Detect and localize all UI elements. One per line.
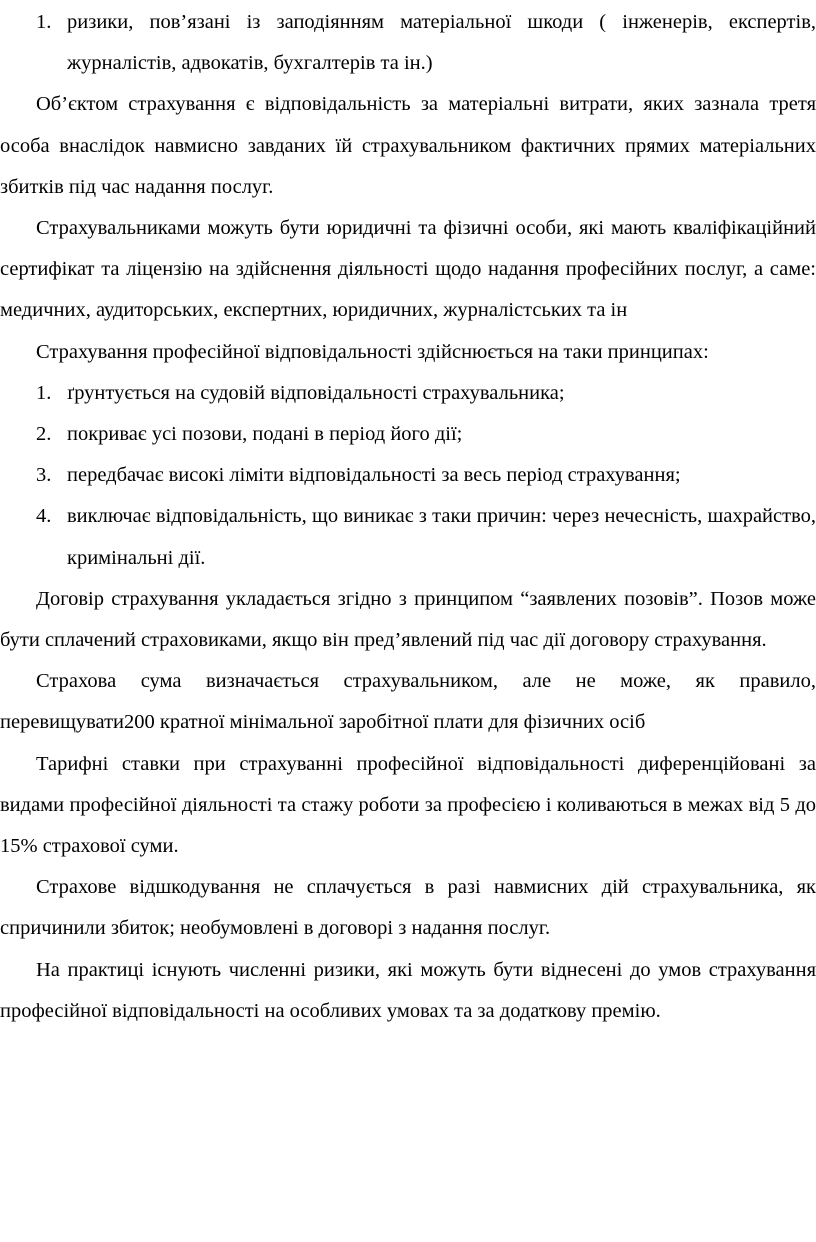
list-text: покриває усі позови, подані в період його дії; <box>67 423 463 446</box>
list-text: виключає відповідальність, що виникає з таки причин: через нечесність, шахрайство, кримінальні дії. <box>67 505 816 569</box>
paragraph-rates: Тарифні ставки при страхуванні професійної відповідальності диференційовані за видами професійної діяльності та стажу роботи за професією і коливаються в межах від 5 до 15% страхової суми. <box>0 752 816 858</box>
paragraph-practice: На практиці існують численні ризики, які можуть бути віднесені до умов страхування професійної відповідальності на особливих умовах та за додаткову премію. <box>0 958 816 1022</box>
list-number: 3. <box>36 464 52 487</box>
paragraph-contract: Договір страхування укладається згідно з принципом “заявлених позовів”. Позов може бути сплачений страховиками, якщо він пред’явлений під час дії договору страхування. <box>0 587 816 652</box>
principles-heading: Страхування професійної відповідальності здійснюється на таки принципах: <box>36 340 709 363</box>
paragraph-refund: Страхове відшкодування не сплачується в разі навмисних дій страхувальника, як спричинили збиток; необумовлені в договорі з надання послуг. <box>0 876 816 940</box>
list-number: 2. <box>36 423 52 446</box>
list-number: 1. <box>36 381 52 404</box>
paragraph-object: Об’єктом страхування є відповідальність за матеріальні витрати, яких зазнала третя особа внаслідок навмисно завданих їй страхувальником фактичних прямих матеріальних збитків під час надання послуг. <box>0 93 816 198</box>
list-number: 1. <box>36 11 52 33</box>
list-text: передбачає високі ліміти відповідальності за весь період страхування; <box>67 464 681 487</box>
intro-list-item <box>0 2 816 84</box>
principle-item <box>0 414 816 455</box>
paragraph-sum: Страхова сума визначається страхувальником, але не може, як правило, перевищувати200 кратної мінімальної заробітної плати для фізичних осіб <box>0 670 816 734</box>
principle-item <box>0 455 816 496</box>
list-text: ґрунтується на судовій відповідальності страхувальника; <box>67 381 565 404</box>
principle-item <box>0 496 816 578</box>
paragraph-insured: Страхувальниками можуть бути юридичні та фізичні особи, які мають кваліфікаційний сертифікат та ліцензію на здійснення діяльності щодо надання професійних послуг, а саме: медичних, аудиторських, експертних, юридичних, журналістських та ін <box>0 217 816 322</box>
list-number: 4. <box>36 505 52 528</box>
principle-item <box>0 373 816 414</box>
list-text: ризики, пов’язані із заподіянням матеріальної шкоди ( інженерів, експертів, журналістів, адвокатів, бухгалтерів та ін.) <box>67 11 816 75</box>
